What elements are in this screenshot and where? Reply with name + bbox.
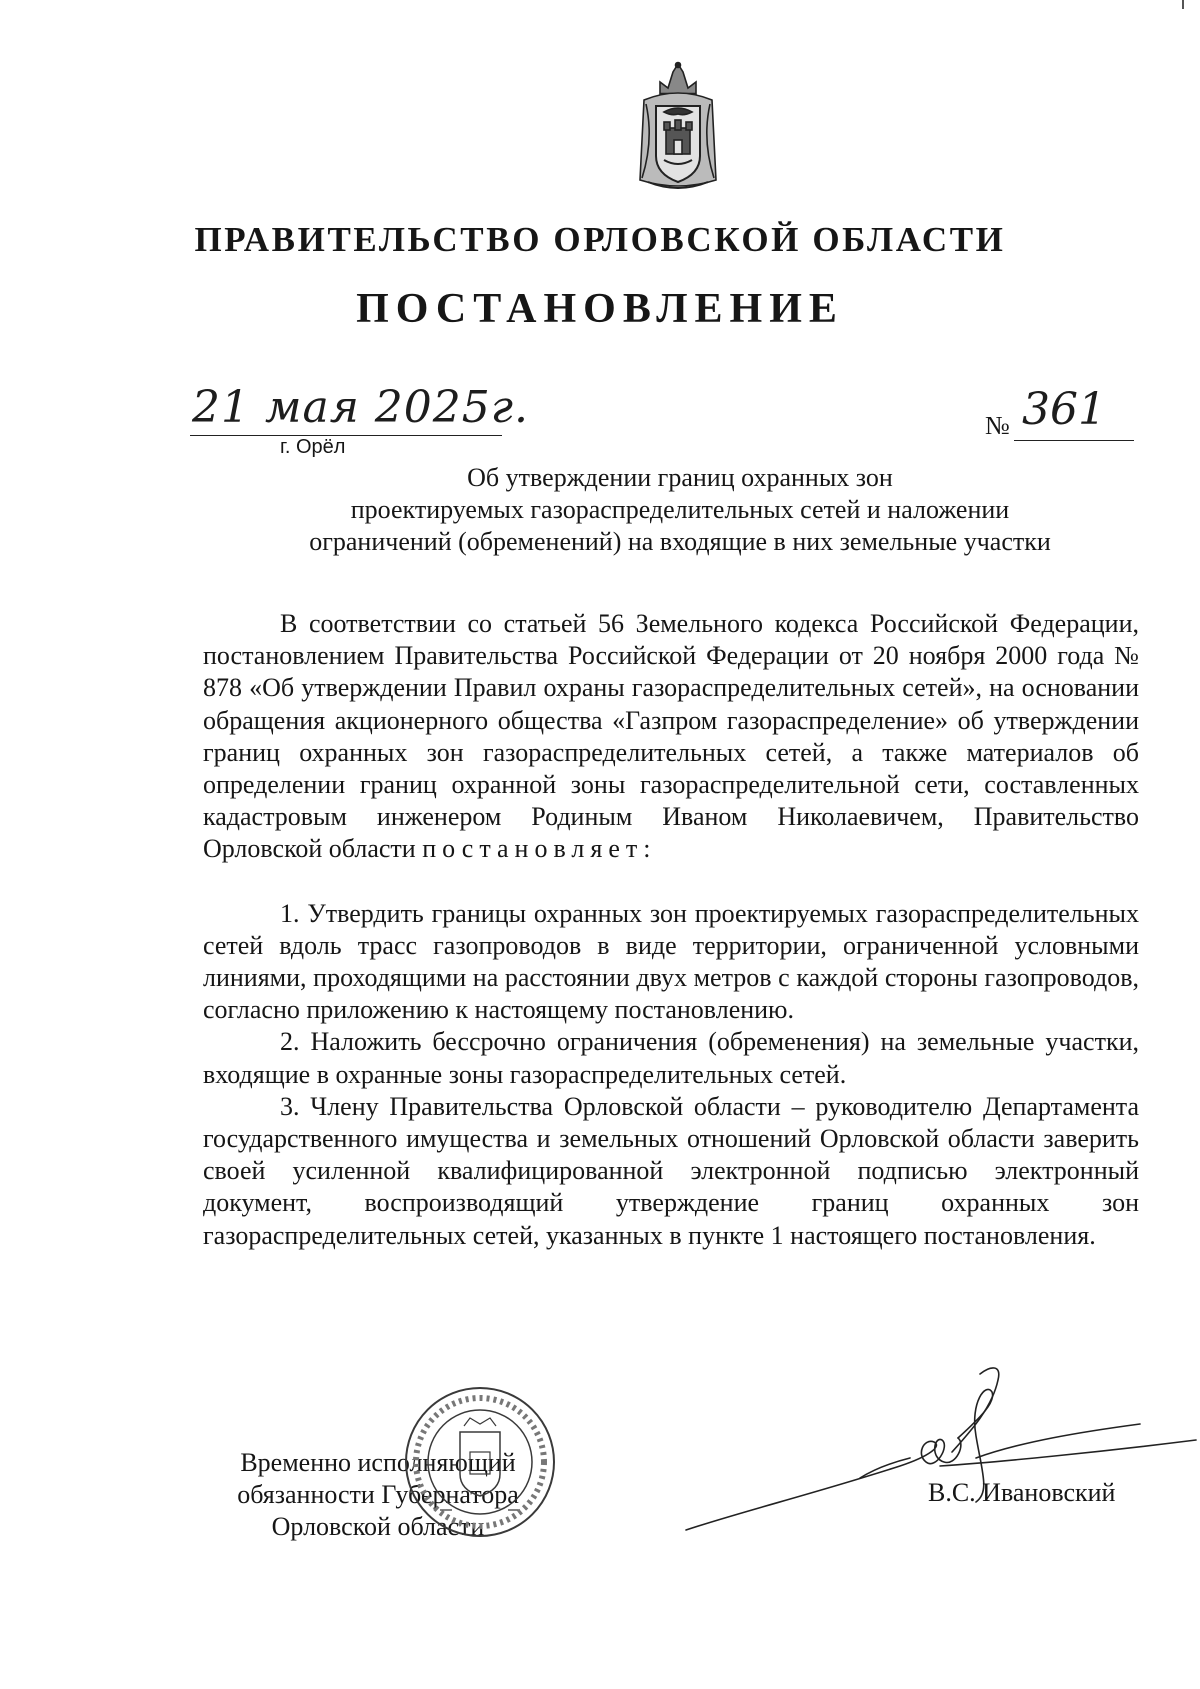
government-name: ПРАВИТЕЛЬСТВО ОРЛОВСКОЙ ОБЛАСТИ xyxy=(194,220,1006,259)
preamble-verb: постановляет: xyxy=(422,834,657,864)
handwritten-number: 361 xyxy=(1022,384,1106,435)
date-underline xyxy=(190,435,502,436)
heading-line: Об утверждении границ охранных зон xyxy=(467,463,893,492)
position-line: обязанности Губернатора xyxy=(237,1480,519,1509)
heading-line: ограничений (обременений) на входящие в них земельные участки xyxy=(309,527,1051,556)
document-heading xyxy=(200,462,1160,558)
preamble-text: В соответствии со статьей 56 Земельного кодекса Российской Федерации, постановлением Правительства Российской Федерации от 20 ноября 2000 года № 878 «Об утверждении Правил охраны газораспределительных сетей», на основании обращения акционерного общества «Газпром газораспределение» об утверждении границ охранных зон газораспределительных сетей, а также материалов об определении границ охранной зоны газораспределительной сети, составленных кадастровым инженером Родиным Иваном Николаевичем, Правительство Орловской области xyxy=(203,609,1139,864)
position-line: Временно исполняющий xyxy=(240,1448,516,1477)
item-paragraph: 3. Члену Правительства Орловской области – руководителю Департамента государственного имущества и земельных отношений Орловской области заверить своей усиленной квалифицированной электронной подписью электронный документ, воспроизводящий утверждение границ охранных зон газораспределительных сетей, указанных в пункте 1 настоящего постановления. xyxy=(203,1091,1139,1250)
item-paragraph: 2. Наложить бессрочно ограничения (обременения) на земельные участки, входящие в охранные зоны газораспределительных сетей. xyxy=(203,1027,1139,1089)
item-paragraph: 1. Утвердить границы охранных зон проектируемых газораспределительных сетей вдоль трасс газопроводов в виде территории, ограниченной условными линиями, проходящими на расстоянии двух метров с каждой стороны газопроводов, согласно приложению к настоящему постановлению. xyxy=(203,898,1139,1025)
handwritten-signature-icon xyxy=(680,1362,1200,1562)
preamble-paragraph xyxy=(203,608,1139,866)
scan-edge-mark xyxy=(1182,0,1184,9)
heading-line: проектируемых газораспределительных сетей и наложении xyxy=(350,495,1010,524)
signatory-name: В.С. Ивановский xyxy=(928,1478,1116,1507)
coat-of-arms-icon xyxy=(634,60,722,194)
document-body xyxy=(203,608,1139,1252)
handwritten-date: 21 мая 2025г. xyxy=(192,382,530,433)
official-seal-icon xyxy=(400,1382,560,1542)
document-type: ПОСТАНОВЛЕНИЕ xyxy=(356,286,844,332)
number-underline xyxy=(1014,440,1134,441)
position-line: Орловской области xyxy=(271,1512,485,1541)
city-label: г. Орёл xyxy=(280,436,346,458)
number-sign: № xyxy=(985,411,1010,440)
